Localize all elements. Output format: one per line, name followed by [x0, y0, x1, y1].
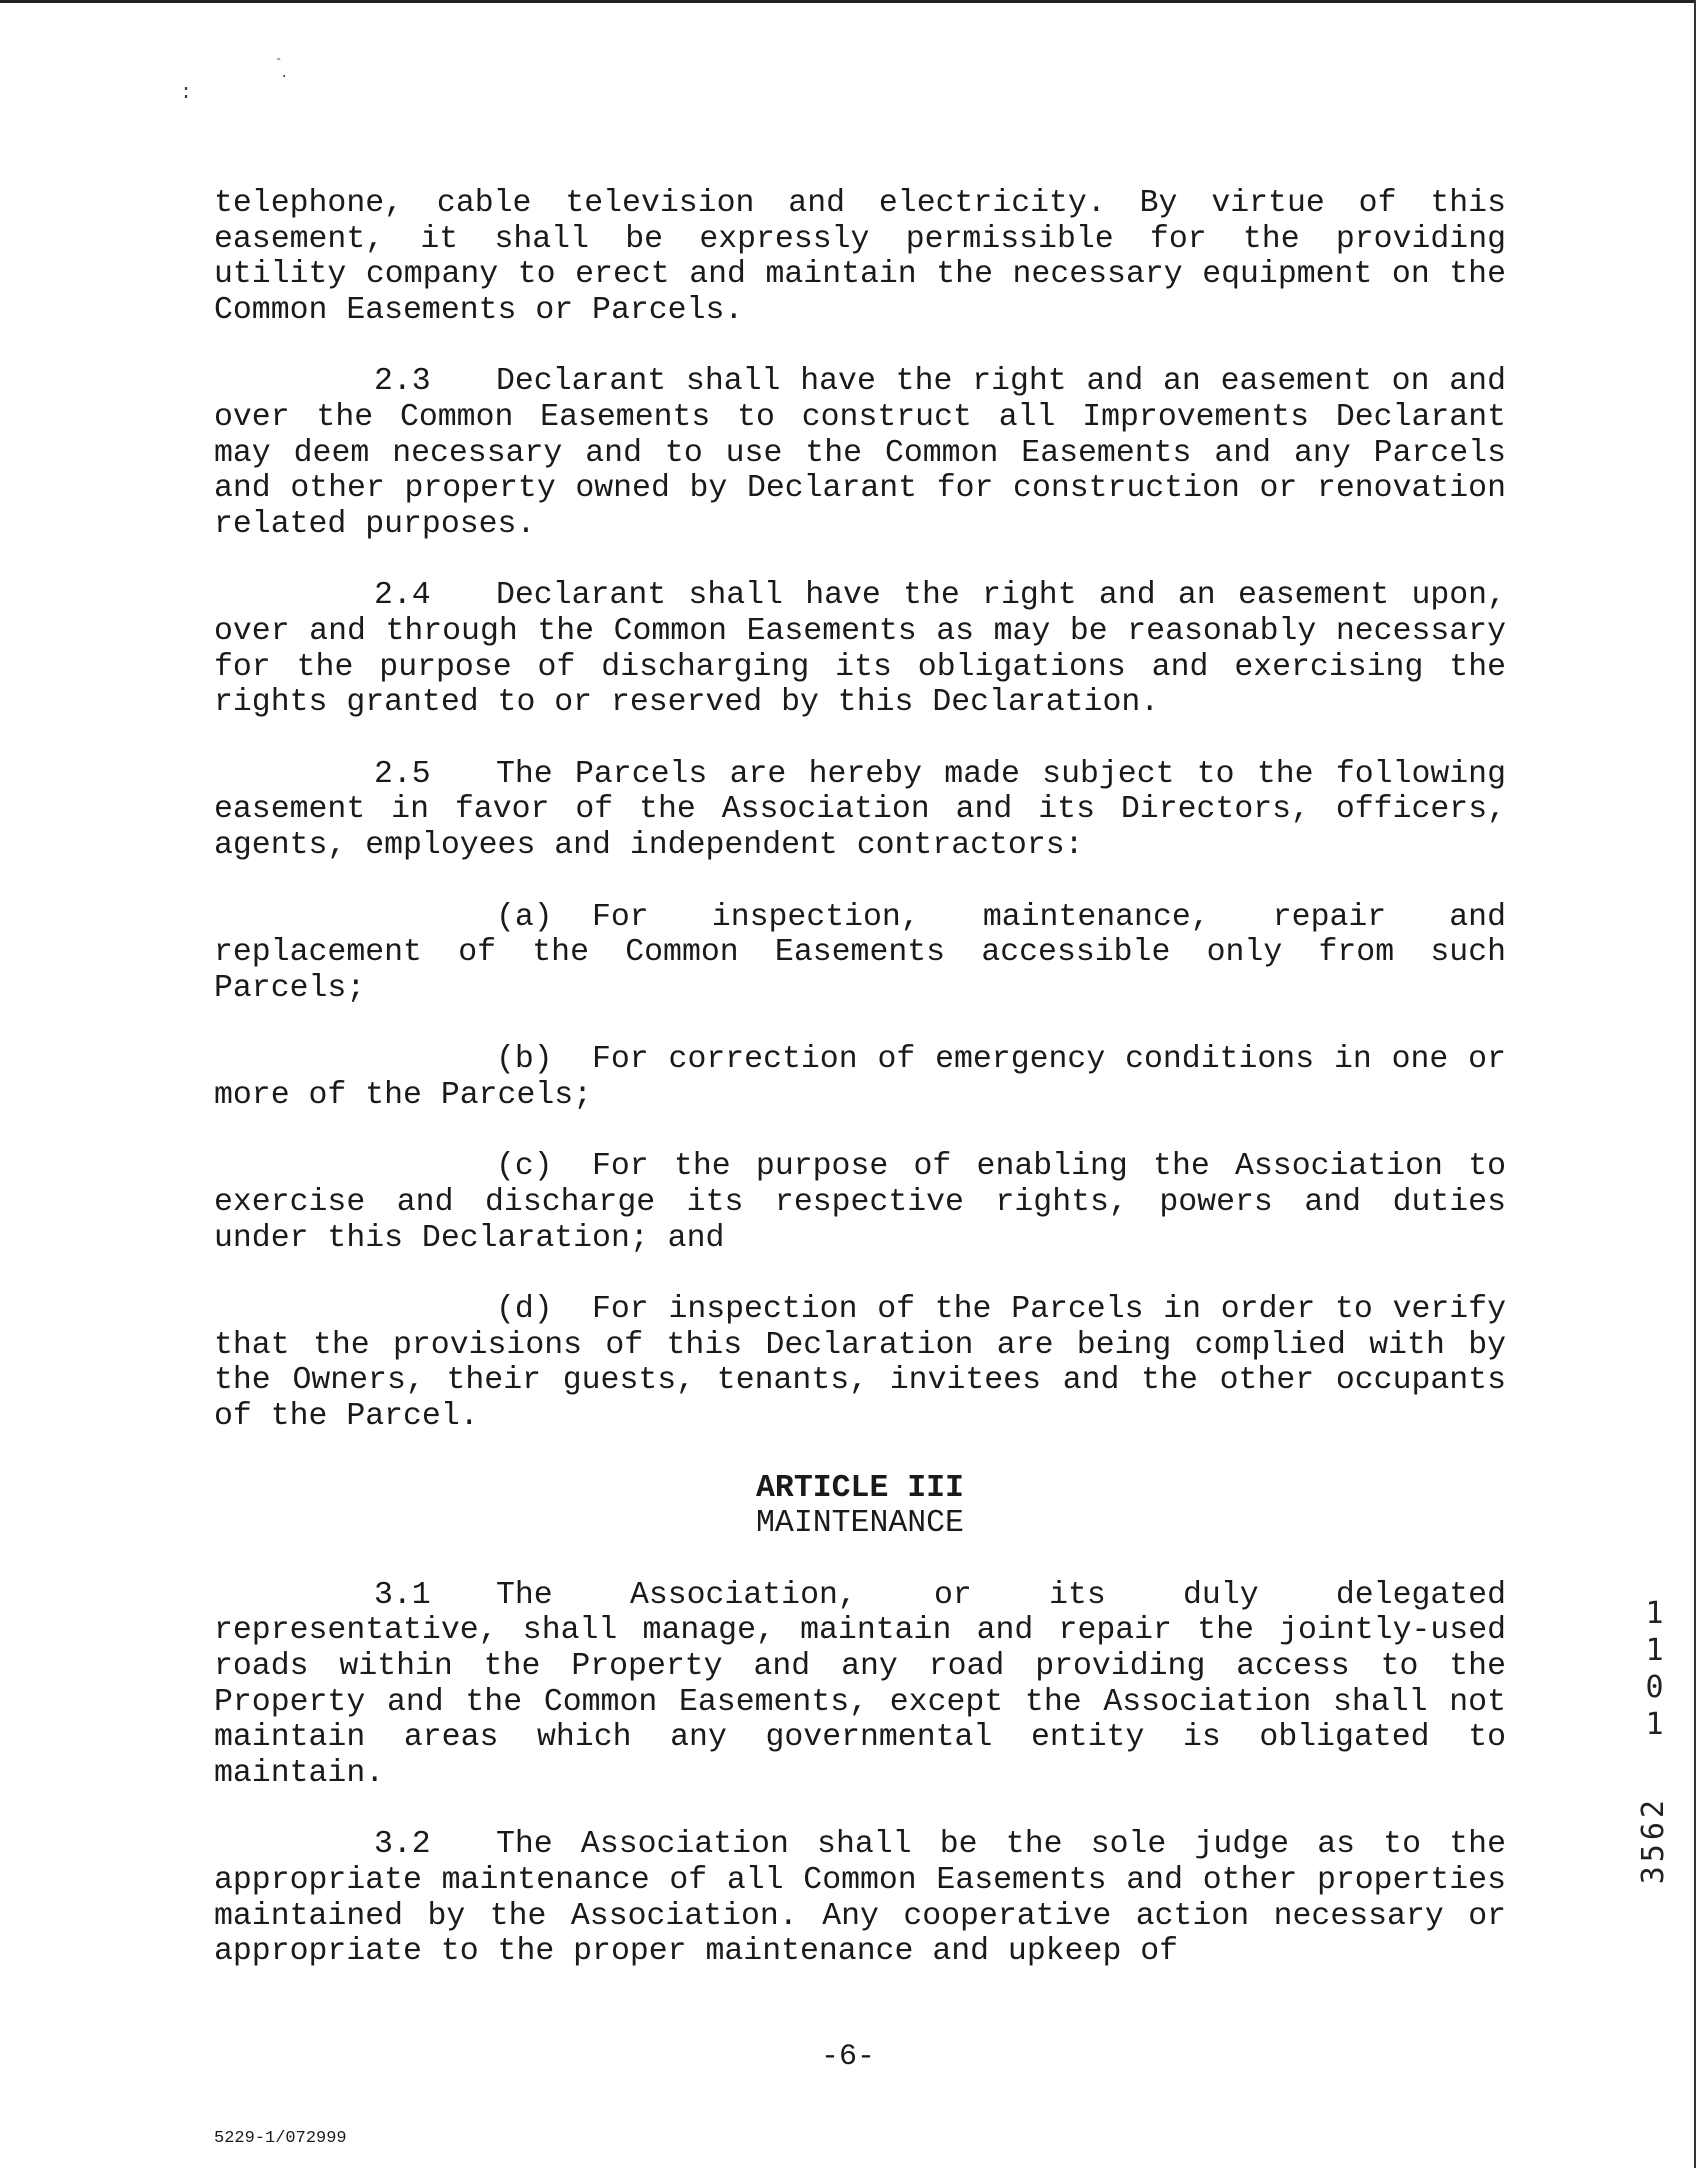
margin-stamp-upper: 1101 — [1637, 1596, 1672, 1744]
section-number: 3.2 — [374, 1827, 431, 1863]
subparagraph-text: For the purpose of enabling the Association to exercise and discharge its respective rights, powers and duties under this Declaration; and — [214, 1149, 1506, 1256]
margin-stamp-lower: 3562 — [1636, 1796, 1671, 1885]
section-number: 2.5 — [374, 756, 431, 792]
paragraph-3-2 — [214, 1827, 1506, 1969]
paragraph-2-5 — [214, 757, 1506, 864]
subparagraph-text: For inspection of the Parcels in order to verify that the provisions of this Declaration are being complied with by the Owners, their guests, tenants, invitees and the other occupants of the Parcel. — [214, 1292, 1506, 1435]
section-number: 2.4 — [374, 578, 431, 614]
paragraph-2-4 — [214, 578, 1506, 720]
subparagraph-a — [214, 900, 1506, 1007]
article-heading — [214, 1471, 1506, 1542]
article-title: ARTICLE III — [756, 1470, 964, 1506]
page-number: -6- — [820, 2040, 875, 2074]
subparagraph-label: (c) — [496, 1149, 553, 1185]
margin-stamp — [1636, 1596, 1672, 1885]
subparagraph-c — [214, 1149, 1506, 1256]
paragraph-3-1 — [214, 1578, 1506, 1792]
subparagraph-b — [214, 1042, 1506, 1113]
subparagraph-text: For inspection, maintenance, repair and replacement of the Common Easements accessible only from such Parcels; — [214, 899, 1506, 1006]
subparagraph-text: For correction of emergency conditions in one or more of the Parcels; — [214, 1042, 1506, 1113]
paragraph-text: Declarant shall have the right and an easement on and over the Common Easements to construct all Improvements Declarant may deem necessary and to use the Common Easements and any Parcels and other property owned by Declarant for construction or renovation related purposes. — [214, 364, 1506, 542]
paragraph-2-3 — [214, 364, 1506, 542]
scan-edge-top — [0, 0, 1696, 3]
section-number: 2.3 — [374, 364, 431, 400]
subparagraph-label: (b) — [496, 1042, 553, 1078]
paragraph-text: The Association shall be the sole judge as to the appropriate maintenance of all Common Easements and other properties maintained by the Association. Any cooperative action necessary or appropriate to the proper maintenance and upkeep of — [214, 1827, 1506, 1970]
paragraph-continuation: telephone, cable television and electricity. By virtue of this easement, it shall be expressly permissible for the providing utility company to erect and maintain the necessary equipment on the Common Easements or Parcels. — [214, 186, 1506, 328]
section-number: 3.1 — [374, 1577, 431, 1613]
paragraph-text: The Association, or its duly delegated representative, shall manage, maintain and repair the jointly-used roads within the Property and any road providing access to the Property and the Common Easements, except the Association shall not maintain areas which any governmental entity is obligated to maintain. — [214, 1577, 1506, 1791]
article-subtitle: MAINTENANCE — [756, 1506, 964, 1542]
paragraph-text: The Parcels are hereby made subject to the following easement in favor of the Association and its Directors, officers, agents, employees and independent contractors: — [214, 756, 1506, 863]
subparagraph-d — [214, 1292, 1506, 1434]
subparagraph-label: (a) — [496, 899, 553, 935]
paragraph-text: Declarant shall have the right and an easement upon, over and through the Common Easements as may be reasonably necessary for the purpose of discharging its obligations and exercising the rights granted to or reserved by this Declaration. — [214, 578, 1506, 721]
document-body — [214, 186, 1506, 2006]
document-id: 5229-1/072999 — [214, 2129, 347, 2148]
subparagraph-label: (d) — [496, 1292, 553, 1328]
